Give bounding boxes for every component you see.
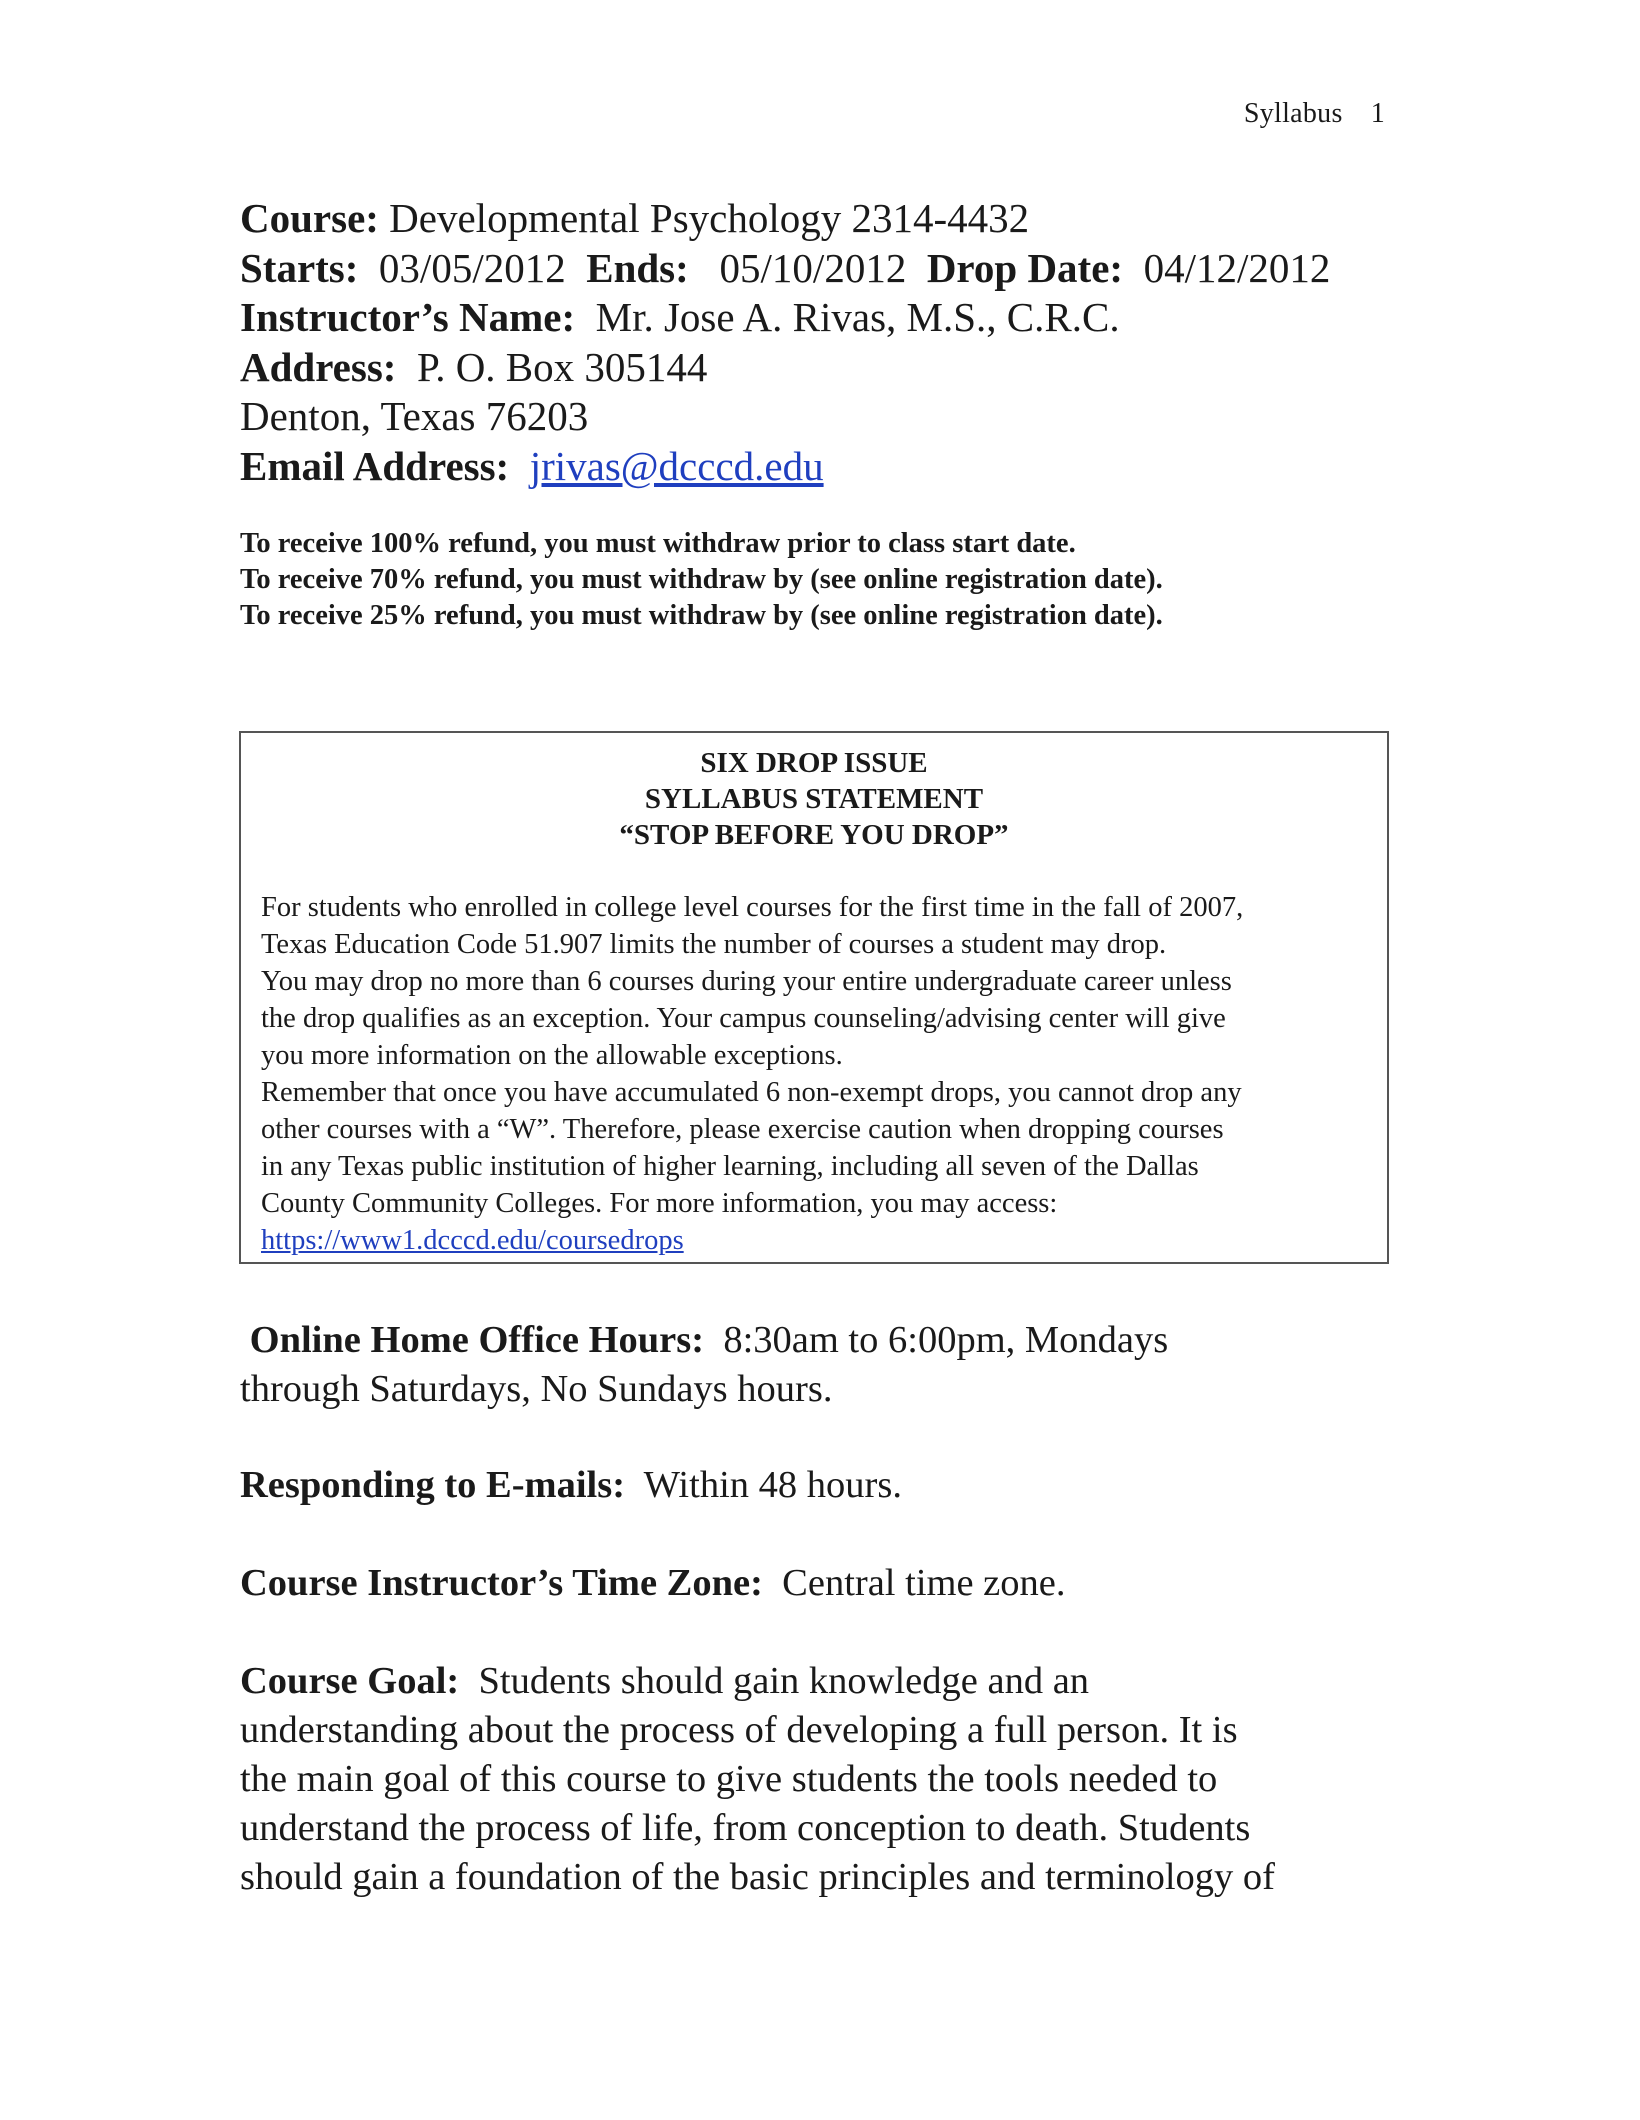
course-line	[240, 194, 1420, 244]
course-label: Course:	[240, 195, 379, 241]
page-number: 1	[1370, 98, 1385, 129]
email-response-section	[240, 1461, 1420, 1510]
drop-box-text-line: Texas Education Code 51.907 limits the number of courses a student may drop.	[261, 929, 1167, 960]
refund-25: To receive 25% refund, you must withdraw by (see online registration date).	[240, 600, 1163, 631]
drop-date-value: 04/12/2012	[1143, 244, 1331, 291]
email-link[interactable]: jrivas@dcccd.edu	[529, 442, 824, 489]
drop-box-title-line3: “STOP BEFORE YOU DROP”	[619, 819, 1009, 851]
course-goal-line: the main goal of this course to give students the tools needed to	[240, 1758, 1218, 1800]
email-response-value: Within 48 hours.	[643, 1464, 902, 1506]
address-line2: Denton, Texas 76203	[240, 393, 589, 439]
email-response-label: Responding to E-mails:	[240, 1464, 626, 1506]
drop-box-body	[261, 889, 1376, 1259]
drop-box-text-line: You may drop no more than 6 courses during your entire undergraduate career unless	[261, 966, 1232, 997]
course-goal-label: Course Goal:	[240, 1660, 460, 1702]
six-drop-statement-box	[239, 731, 1389, 1264]
time-zone-section	[240, 1559, 1420, 1608]
email-line	[240, 442, 1420, 492]
header-label: Syllabus	[1243, 98, 1343, 129]
course-goal-line: understanding about the process of developing a full person. It is	[240, 1709, 1238, 1751]
course-goal-line: should gain a foundation of the basic principles and terminology of	[240, 1856, 1275, 1898]
drop-box-text-line: Remember that once you have accumulated 6 non-exempt drops, you cannot drop any	[261, 1077, 1242, 1108]
drop-box-text-line: you more information on the allowable exceptions.	[261, 1040, 843, 1071]
address-label: Address:	[240, 343, 397, 390]
refund-70: To receive 70% refund, you must withdraw by (see online registration date).	[240, 564, 1163, 595]
running-header	[1244, 98, 1385, 130]
drop-box-text-line: For students who enrolled in college level courses for the first time in the fall of 2007,	[261, 892, 1244, 923]
drop-box-text-line: other courses with a “W”. Therefore, please exercise caution when dropping courses	[261, 1114, 1224, 1145]
time-zone-value: Central time zone.	[782, 1562, 1066, 1604]
instructor-line	[240, 293, 1420, 343]
address-line	[240, 343, 1420, 393]
office-hours-label: Online Home Office Hours:	[249, 1319, 705, 1361]
course-goal-section	[240, 1657, 1420, 1902]
starts-label: Starts:	[240, 244, 359, 291]
office-hours-section	[240, 1316, 1420, 1414]
office-hours-line2: through Saturdays, No Sundays hours.	[240, 1368, 833, 1410]
drop-box-title-line1: SIX DROP ISSUE	[700, 747, 928, 779]
course-drops-link[interactable]: https://www1.dcccd.edu/coursedrops	[261, 1225, 684, 1256]
time-zone-label: Course Instructor’s Time Zone:	[240, 1562, 763, 1604]
instructor-value: Mr. Jose A. Rivas, M.S., C.R.C.	[595, 294, 1120, 340]
course-value: Developmental Psychology 2314-4432	[389, 195, 1030, 241]
course-info	[240, 194, 1420, 491]
drop-box-text-line: in any Texas public institution of higher learning, including all seven of the Dallas	[261, 1151, 1199, 1182]
refund-100: To receive 100% refund, you must withdraw prior to class start date.	[240, 528, 1076, 559]
drop-box-text-line: County Community Colleges. For more information, you may access:	[261, 1188, 1058, 1219]
course-goal-line: understand the process of life, from conception to death. Students	[240, 1807, 1251, 1849]
office-hours-line1: 8:30am to 6:00pm, Mondays	[723, 1319, 1169, 1361]
ends-value: 05/10/2012	[719, 244, 907, 291]
dates-line	[240, 244, 1420, 294]
address-line1: P. O. Box 305144	[416, 343, 708, 390]
drop-box-title	[241, 745, 1387, 853]
drop-box-text-line: the drop qualifies as an exception. Your campus counseling/advising center will give	[261, 1003, 1226, 1034]
drop-box-title-line2: SYLLABUS STATEMENT	[644, 783, 984, 815]
refund-policy	[240, 526, 1163, 634]
instructor-label: Instructor’s Name:	[240, 294, 576, 340]
course-goal-line1: Students should gain knowledge and an	[478, 1660, 1090, 1702]
email-label: Email Address:	[240, 442, 510, 489]
drop-date-label: Drop Date:	[926, 244, 1124, 291]
ends-label: Ends:	[586, 244, 689, 291]
starts-value: 03/05/2012	[378, 244, 566, 291]
